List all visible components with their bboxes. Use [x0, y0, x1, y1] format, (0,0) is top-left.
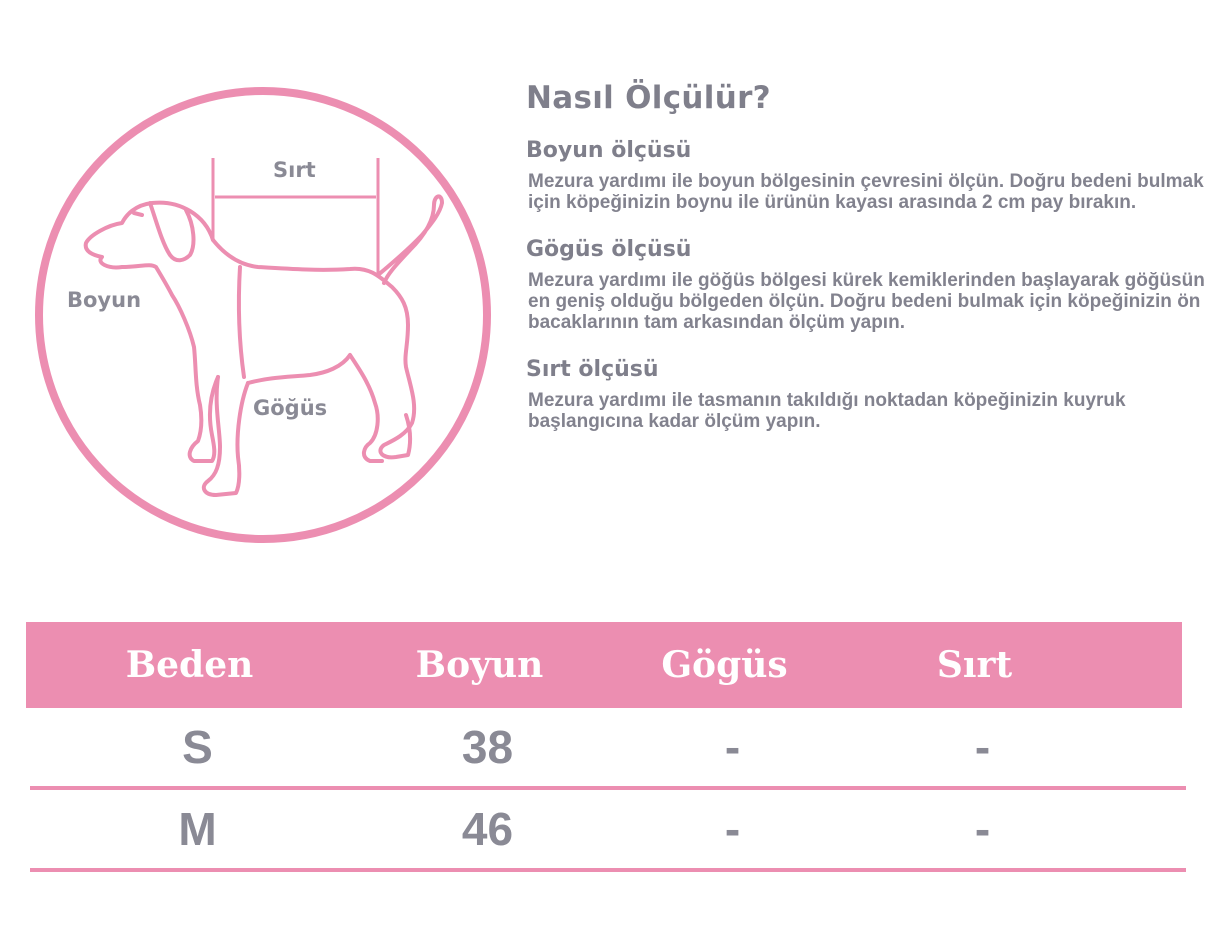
neck-section-text: Mezura yardımı ile boyun bölgesinin çevresini ölçün. Doğru bedeni bulmak için köpeğinizin boynu ile ürünün kayası arasında 2 cm pay bırakın.: [528, 171, 1204, 213]
back-section-title: Sırt ölçüsü: [526, 357, 659, 382]
measurement-info: [526, 80, 1206, 456]
table-header: [26, 622, 1182, 708]
figure-circle: [39, 91, 487, 539]
header-back: Sırt: [936, 644, 1013, 686]
cell-back: -: [974, 803, 991, 855]
cell-neck: 38: [461, 721, 514, 773]
header-chest: Gögüs: [661, 644, 788, 686]
dog-outline: [86, 196, 442, 495]
back-section-text: Mezura yardımı ile tasmanın takıldığı noktadan köpeğinizin kuyruk başlangıcına kadar ölçüm yapın.: [528, 390, 1126, 432]
header-neck: Boyun: [415, 644, 544, 686]
chest-section-text: Mezura yardımı ile göğüs bölgesi kürek kemiklerinden başlayarak göğüsün en geniş olduğu bölgeden ölçün. Doğru bedeni bulmak için köpeğinizin ön bacaklarının tam arkasından ölçüm yapın.: [528, 270, 1205, 333]
dog-illustration: [30, 85, 500, 555]
chest-section: [526, 237, 1206, 333]
neck-section: [526, 138, 1206, 213]
dog-measurement-figure: [30, 85, 500, 555]
neck-section-title: Boyun ölçüsü: [526, 138, 692, 163]
back-section: [526, 357, 1206, 432]
back-label: Sırt: [273, 158, 316, 182]
cell-chest: -: [724, 803, 741, 855]
cell-neck: 46: [461, 803, 514, 855]
cell-back: -: [974, 721, 991, 773]
size-table: [26, 622, 1182, 872]
cell-chest: -: [724, 721, 741, 773]
table-row: [30, 790, 1186, 872]
cell-size: S: [182, 721, 213, 773]
header-size: Beden: [125, 644, 254, 686]
neck-label: Boyun: [67, 288, 142, 312]
chest-section-title: Gögüs ölçüsü: [526, 237, 692, 262]
cell-size: M: [178, 803, 217, 855]
chest-label: Göğüs: [253, 396, 328, 420]
page-title: Nasıl Ölçülür?: [526, 80, 771, 116]
table-row: [30, 708, 1186, 790]
